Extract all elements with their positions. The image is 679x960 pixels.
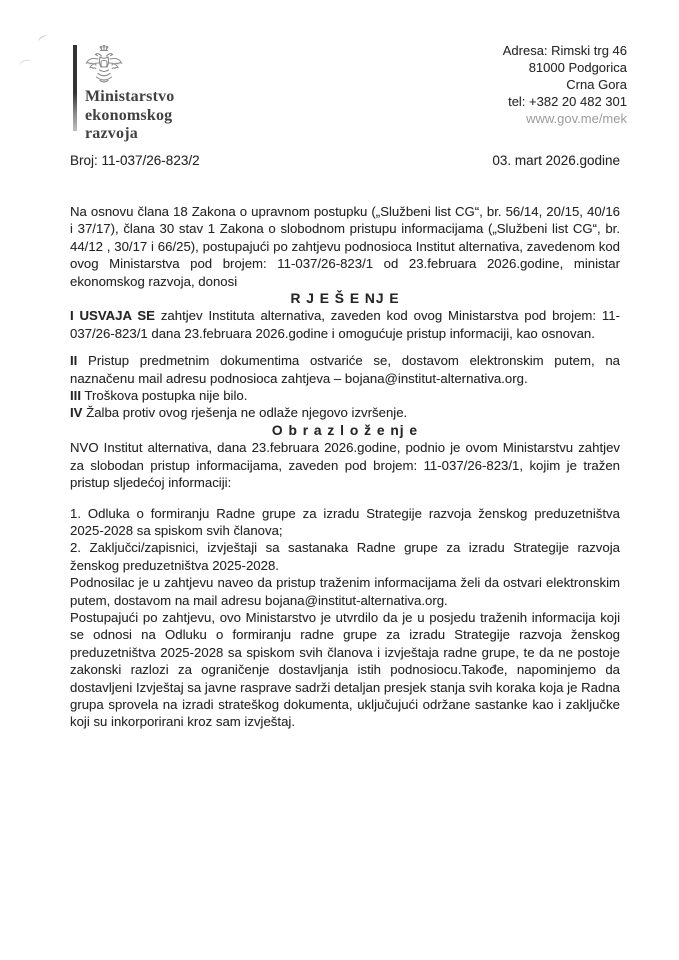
decision-point-text: zahtjev Instituta alternativa, zaveden kod ovog Ministarstva pod brojem: 11-037/26-823/1 dana 23.februara 2026.godine i omogućuje pristup informaciji, kao osnovan. bbox=[70, 308, 620, 341]
letterhead-divider bbox=[73, 45, 77, 131]
intro-paragraph: Na osnovu člana 18 Zakona o upravnom postupku („Službeni list CG“, br. 56/14, 20/15, 40/16 i 37/17), člana 30 stav 1 Zakona o slobodnom pristupu informacijama („Službeni list CG“, br. 44/12 , 30/17 i 66/25), postupajući po zahtjevu podnosioca Institut alternativa, zavedenom kod ovog Ministarstva pod brojem: 11-037/26-823/1 od 23.februara 2026.godine, ministar ekonomskog razvoja, donosi bbox=[70, 204, 620, 289]
explanation-paragraph-final: Postupajući po zahtjevu, ovo Ministarstvo je utvrdilo da je u posjedu traženih informacija koji se odnosi na Odluku o formiranju radne grupe za izradu Strategije razvoja ženskog preduzetništva 2025-2028 sa spiskom svih članova i izvještaja radne grupe, te da ne postoje zakonski razlozi za ograničenje dostavljanja istih podnosiocu.Takođe, napominjemo da dostavljeni Izvještaj sa javne rasprave sadrži detaljan presjek stanja svih koraka koja je Radna grupa sprovela na izradi strateškog dokumenta, uključujući održane sastanke kao i zaključke koji su inkorporirani kroz sam izvještaj. bbox=[70, 609, 620, 730]
explanation-heading: O b r a z l o ž e nj e bbox=[271, 422, 419, 438]
list-item-2: 2. Zaključci/zapisnici, izvještaji sa sastanaka Radne grupe za izradu Strategije razvoja ženskog preduzetništva 2025-2028. bbox=[70, 540, 620, 573]
decision-heading: R J E Š E NJ E bbox=[290, 291, 400, 307]
decision-point-1 bbox=[70, 307, 620, 342]
ministry-name bbox=[85, 88, 175, 144]
ministry-name-line: razvoja bbox=[85, 125, 138, 142]
decision-point-text: Troškova postupka nije bilo. bbox=[84, 388, 248, 404]
document-body bbox=[70, 203, 620, 731]
explanation-paragraph-request: NVO Institut alternativa, dana 23.februara 2026.godine, podnio je ovom Ministarstvu zahtjev za slobodan pristup informacijama, zaveden pod brojem: 11-037/26-823/1, kojim je tražen pristup sljedećoj informaciji: bbox=[70, 440, 620, 491]
doc-date: 03. mart 2026.godine bbox=[492, 153, 620, 168]
decision-point-label: I USVAJA SE bbox=[70, 308, 155, 324]
postal-city-line: 81000 Podgorica bbox=[528, 60, 627, 75]
phone-line: tel: +382 20 482 301 bbox=[508, 94, 627, 109]
decision-point-label: II bbox=[70, 353, 78, 369]
ministry-name-line: ekonomskog bbox=[85, 106, 173, 124]
decision-point-3 bbox=[70, 387, 620, 404]
doc-number: Broj: 11-037/26-823/2 bbox=[70, 153, 200, 168]
scan-artifact bbox=[18, 58, 33, 70]
coat-of-arms-icon bbox=[84, 44, 124, 88]
ministry-name-line: Ministarstvo bbox=[85, 88, 175, 105]
decision-point-text: Pristup predmetnim dokumentima ostvariće se, dostavom elektronskim putem, na naznačenu mail adresu podnosioca zahtjeva – bojana@institut-alternativa.org. bbox=[70, 353, 620, 386]
decision-point-label: III bbox=[70, 388, 81, 404]
requested-information-list bbox=[70, 505, 620, 575]
decision-point-label: IV bbox=[70, 405, 83, 421]
explanation-paragraph-delivery: Podnosilac je u zahtjevu naveo da pristup traženim informacijama želi da ostvari elektronskim putem, dostavom na mail adresu bojana@institut-alternativa.org. bbox=[70, 575, 620, 608]
decision-point-text: Žalba protiv ovog rješenja ne odlaže njegovo izvršenje. bbox=[86, 405, 408, 421]
website-link: www.gov.me/mek bbox=[526, 111, 627, 126]
country-line: Crna Gora bbox=[566, 77, 627, 92]
reference-row bbox=[70, 153, 620, 168]
decision-point-4 bbox=[70, 404, 620, 421]
contact-block bbox=[503, 42, 627, 127]
list-item-1: 1. Odluka o formiranju Radne grupe za izradu Strategije razvoja ženskog preduzetništva 2025-2028 sa spiskom svih članova; bbox=[70, 505, 620, 538]
decision-point-2 bbox=[70, 352, 620, 387]
address-line: Adresa: Rimski trg 46 bbox=[502, 43, 627, 58]
scan-artifact bbox=[37, 34, 50, 46]
